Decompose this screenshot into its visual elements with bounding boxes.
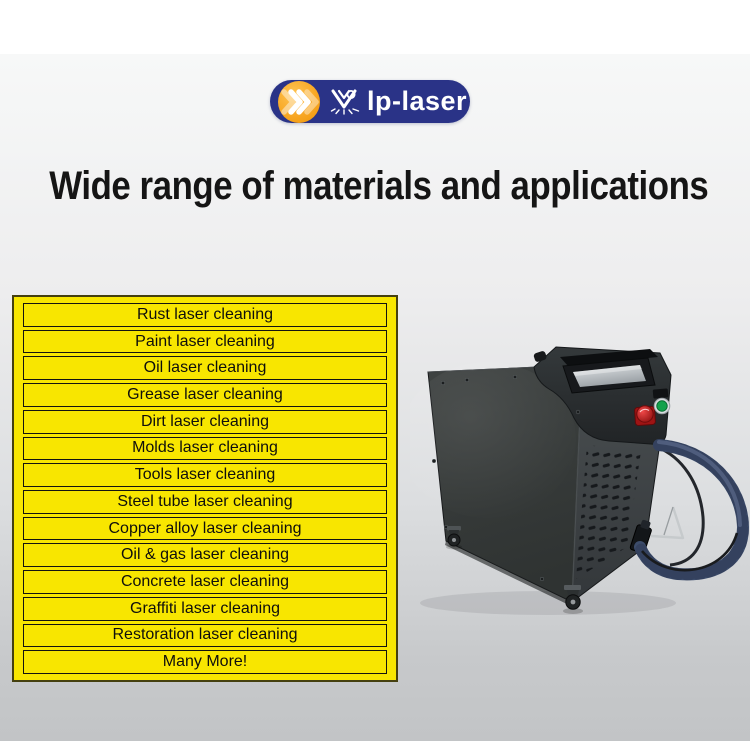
application-row — [23, 597, 387, 621]
double-chevron-right-icon — [278, 81, 320, 123]
application-label: Concrete laser cleaning — [120, 573, 290, 591]
gun-holder-bracket — [651, 507, 683, 538]
application-row — [23, 437, 387, 461]
application-row — [23, 624, 387, 648]
application-label: Many More! — [162, 653, 248, 671]
application-label: Dirt laser cleaning — [140, 412, 270, 430]
application-row — [23, 543, 387, 567]
application-label: Molds laser cleaning — [132, 439, 278, 457]
application-label: Steel tube laser cleaning — [117, 492, 293, 510]
application-row — [23, 356, 387, 380]
applications-panel — [12, 295, 398, 682]
application-label: Rust laser cleaning — [136, 305, 274, 323]
application-label: Grease laser cleaning — [127, 386, 283, 404]
application-row — [23, 383, 387, 407]
caster-wheel-front — [563, 585, 583, 614]
emergency-stop-button — [634, 406, 655, 426]
top-white-strip — [0, 0, 750, 54]
application-row — [23, 650, 387, 674]
application-row — [23, 517, 387, 541]
application-row — [23, 330, 387, 354]
application-label: Tools laser cleaning — [134, 466, 276, 484]
application-label: Paint laser cleaning — [135, 332, 275, 350]
application-row — [23, 490, 387, 514]
application-label: Graffiti laser cleaning — [130, 599, 280, 617]
brand-logo — [270, 80, 470, 123]
application-row — [23, 570, 387, 594]
page-title: Wide range of materials and applications — [49, 164, 709, 208]
lp-laser-logomark-icon — [330, 88, 360, 116]
application-label: Copper alloy laser cleaning — [108, 519, 302, 537]
brand-name: lp-laser — [367, 86, 468, 116]
application-row — [23, 463, 387, 487]
application-row — [23, 303, 387, 327]
application-label: Restoration laser cleaning — [112, 626, 298, 644]
laser-cleaning-machine-photo — [410, 335, 750, 655]
caster-wheel-back — [446, 526, 462, 550]
application-label: Oil & gas laser cleaning — [120, 546, 290, 564]
application-label: Oil laser cleaning — [143, 359, 267, 377]
application-row — [23, 410, 387, 434]
